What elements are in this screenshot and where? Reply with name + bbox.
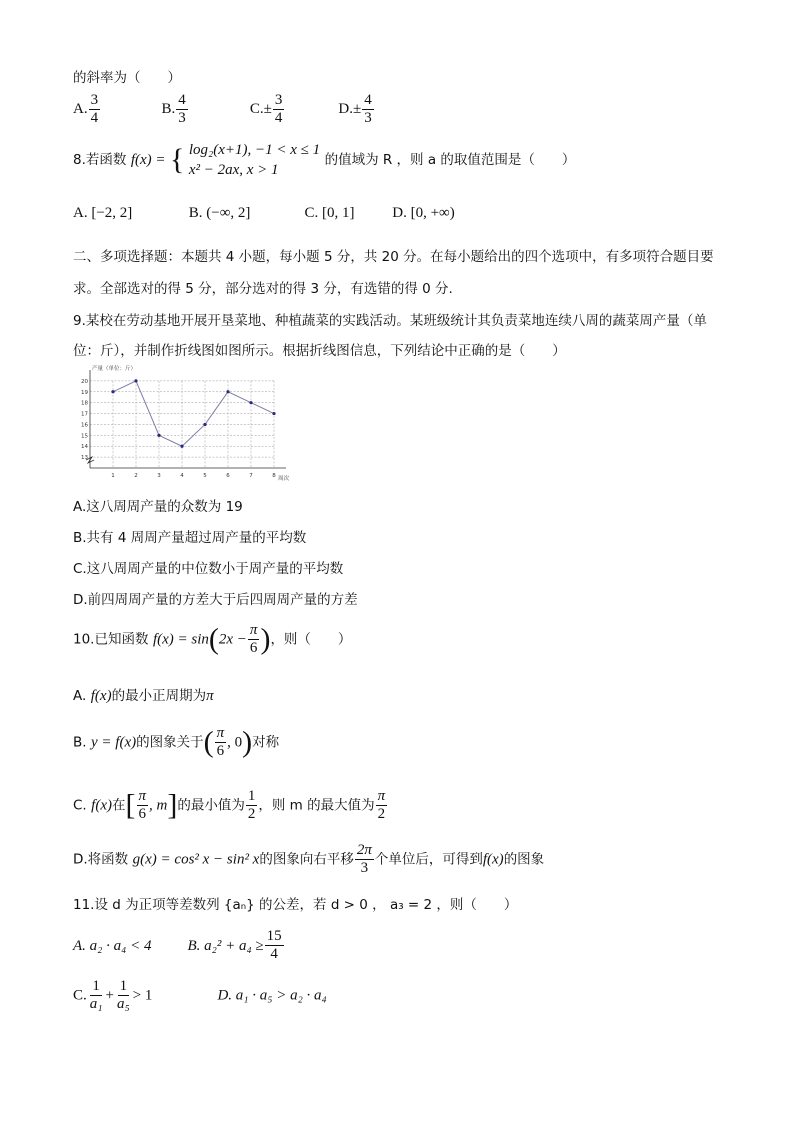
data-point [134, 379, 137, 382]
x-tick-label: 6 [226, 473, 230, 479]
chart-xlabel: 周次 [278, 476, 290, 482]
q8-options [73, 205, 492, 222]
q9-option-d: D.前四周周产量的方差大于后四周周产量的方差 [73, 592, 358, 608]
q9-line1: 9.某校在劳动基地开展开垦菜地、种植蔬菜的实践活动。某班级统计其负责菜地连续八周的蔬菜周产量（单 [73, 313, 707, 329]
q9-option-b: B.共有 4 周周产量超过周产量的平均数 [73, 530, 307, 546]
q7-options [73, 92, 422, 127]
x-tick-label: 3 [157, 473, 161, 479]
q10-option-a: A. f(x)的最小正周期为π [73, 688, 214, 704]
section2-line1: 二、多项选择题：本题共 4 小题，每小题 5 分，共 20 分。在每小题给出的四个选项中，有多项符合题目要 [73, 249, 714, 265]
y-tick-label: 20 [81, 378, 88, 385]
q8-stem: 8.若函数 f(x) = { log₂(x+1), −1 < x ≤ 1 x² − 2ax, x > 1 的值域为 R ，则 a 的取值范围是（ ） [73, 142, 576, 178]
data-point [272, 412, 275, 415]
q11-option-c: C. $\frac{1}{\text{a₁}}$ + $\frac{1}{\text{a₅}}$ > 1 [73, 978, 153, 1012]
q9-option-c: C.这八周周产量的中位数小于周产量的平均数 [73, 561, 344, 577]
production-line-chart [78, 362, 300, 486]
q11-ab-row [73, 928, 285, 963]
y-tick-label: 17 [81, 411, 88, 418]
q11-option-b: B. a₂² + a₄ ≥ $\frac{15}{4}$ [187, 928, 282, 962]
data-point [203, 423, 206, 426]
section2-line2: 求。全部选对的得 5 分，部分选对的得 3 分，有选错的得 0 分. [73, 281, 453, 297]
q7-option-c: C.± $\frac{3}{4}$ [249, 92, 283, 126]
q7-option-b: B. $\frac{4}{3}$ [161, 92, 186, 126]
q10-option-d: D.将函数 g(x) = cos² x − sin² x的图象向右平移 $\frac{2\pi}{3}$ 个单位后，可得到f(x)的图象 [73, 842, 545, 876]
x-tick-label: 1 [111, 473, 115, 479]
data-point [180, 445, 183, 448]
data-point [157, 434, 160, 437]
q8-option-c: C. [0, 1] [304, 205, 355, 221]
q10-stem: 10.已知函数 f(x) = sin(2x − $\frac{\pi}{6}$ )，则（ ） [73, 622, 352, 656]
q8-option-d: D. [0, +∞) [392, 205, 455, 221]
y-tick-label: 15 [81, 433, 88, 440]
x-tick-label: 2 [134, 473, 138, 479]
q8-piecewise: log₂(x+1), −1 < x ≤ 1 x² − 2ax, x > 1 [188, 142, 321, 178]
q8-option-b: B. (−∞, 2] [188, 205, 251, 221]
data-point [249, 401, 252, 404]
q8-option-a: A. [−2, 2] [73, 205, 133, 221]
chart-grid [90, 381, 274, 468]
q11-cd-row [73, 978, 327, 1013]
data-point [226, 390, 229, 393]
y-tick-label: 18 [81, 400, 88, 407]
y-tick-label: 13 [81, 455, 88, 462]
chart-ylabel: 产量（单位：斤） [92, 366, 137, 372]
q9-option-a: A.这八周周产量的众数为 19 [73, 499, 243, 515]
q9-line2: 位：斤），并制作折线图如图所示。根据折线图信息，下列结论中正确的是（ ） [73, 343, 566, 359]
q10-option-b: B. y = f(x)的图象关于( $\frac{\pi}{6}$ , 0)对称 [73, 725, 280, 759]
x-tick-label: 8 [272, 473, 276, 479]
x-tick-label: 4 [180, 473, 184, 479]
q11-stem: 11.设 d 为正项等差数列 {aₙ} 的公差，若 d > 0 ， a₃ = 2 ，则（ ） [73, 897, 518, 913]
q7-option-d: D.± $\frac{4}{3}$ [338, 92, 372, 126]
q7-tail: 的斜率为（ ） [73, 70, 181, 86]
q7-option-a: A. $\frac{3}{4}$ [73, 92, 99, 126]
y-tick-label: 14 [81, 444, 88, 451]
q11-option-a: A. a₂ · a₄ < 4 [73, 937, 152, 954]
q11-option-d: D. a₁ · a₅ > a₂ · a₄ [217, 987, 327, 1004]
y-tick-label: 16 [81, 422, 88, 429]
x-tick-label: 5 [203, 473, 207, 479]
y-tick-label: 19 [81, 389, 88, 396]
x-tick-label: 7 [249, 473, 253, 479]
data-point [111, 390, 114, 393]
q10-option-c: C. f(x)在[ $\frac{\pi}{6}$ , m]的最小值为 $\frac{1}{2}$ ，则 m 的最大值为 $\frac{\pi}{2}$ [73, 788, 386, 822]
